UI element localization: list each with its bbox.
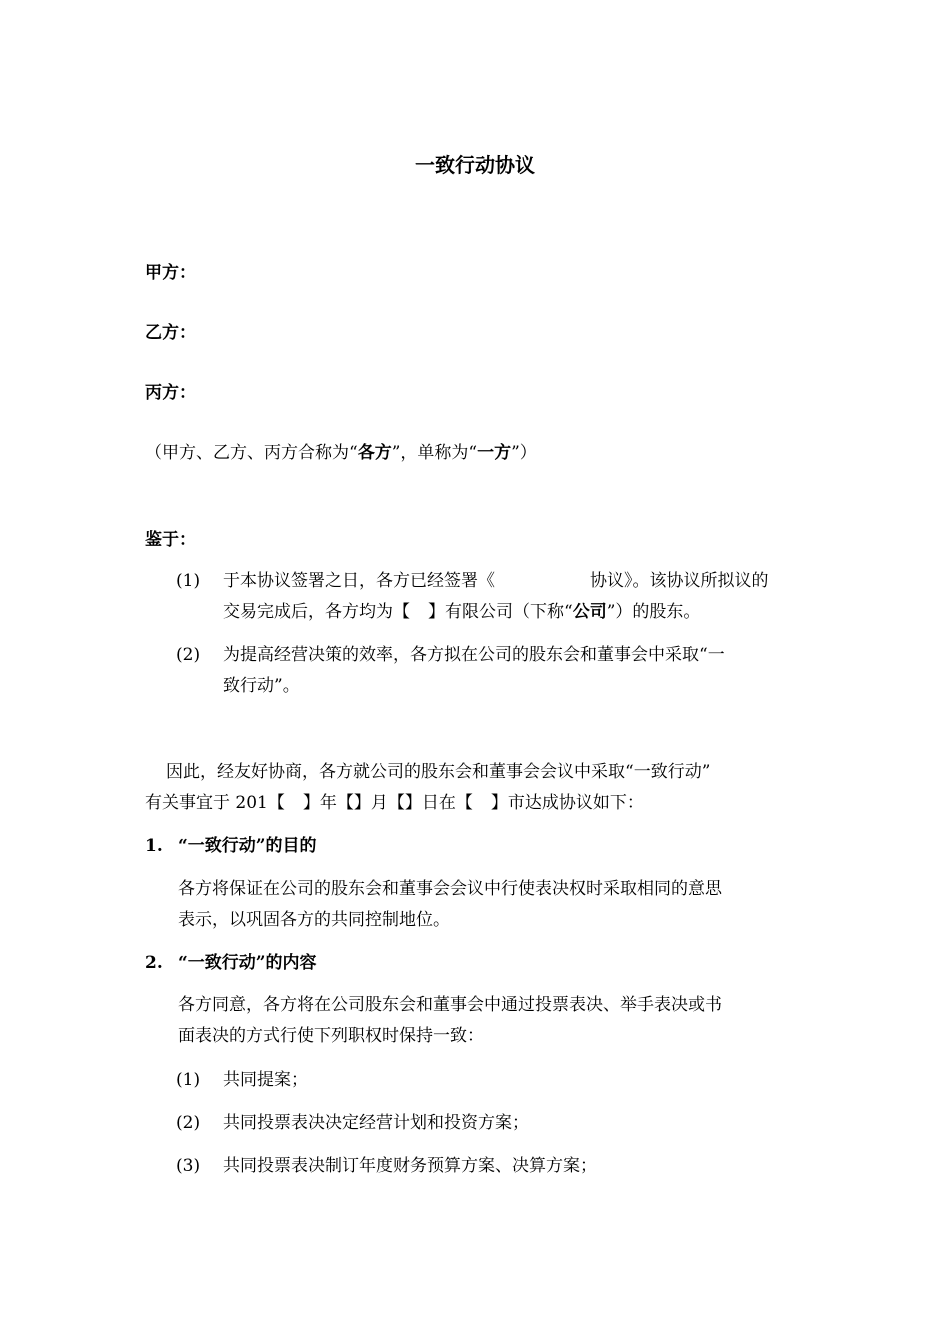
section-paragraph-line: 各方将保证在公司的股东会和董事会会议中行使表决权时采取相同的意思 [178,879,722,899]
whereas-item-line: 致行动”。 [223,676,300,696]
party-a-label: 甲方： [145,263,196,283]
section-paragraph-line: 面表决的方式行使下列职权时保持一致： [178,1026,484,1046]
whereas-heading: 鉴于： [145,530,196,550]
whereas-item-line [223,604,700,621]
line-fragment: 】年【】月【】日在【 [302,793,473,813]
collective-suffix: ”） [511,443,537,463]
line-fragment: 】市达成协议如下： [490,793,644,813]
section-title: “一致行动”的内容 [178,953,317,973]
document-title: 一致行动协议 [415,153,535,177]
line-fragment: 交易完成后，各方均为【 [223,602,410,622]
list-item-text: 共同提案； [223,1070,308,1090]
list-item-text: 共同投票表决决定经营计划和投资方案； [223,1113,529,1133]
line-fragment: 有关事宜于 201【 [145,793,285,813]
whereas-item-line: 于本协议签署之日，各方已经签署《 [223,571,495,591]
section-paragraph-line: 表示，以巩固各方的共同控制地位。 [178,910,450,930]
line-fragment: ”）的股东。 [606,602,701,622]
collective-definition [145,445,537,462]
term-company: 公司 [572,602,607,622]
preamble-line [145,795,644,812]
term-one-party: 一方 [477,443,512,463]
term-all-parties: 各方 [357,443,392,463]
preamble-line: 因此，经友好协商，各方就公司的股东会和董事会会议中采取“一致行动” [166,762,711,782]
section-number: 1. [145,836,163,856]
line-fragment: 】有限公司（下称“ [428,602,573,622]
list-item-number: (3) [176,1156,201,1176]
section-number: 2. [145,953,163,973]
list-item-number: (1) [176,1070,201,1090]
whereas-item-line: 协议》。该协议所拟议的 [590,571,769,591]
collective-middle: ”，单称为“ [391,443,478,463]
list-item-text: 共同投票表决制订年度财务预算方案、决算方案； [223,1156,597,1176]
party-b-label: 乙方： [145,323,196,343]
section-paragraph-line: 各方同意，各方将在公司股东会和董事会中通过投票表决、举手表决或书 [178,995,722,1015]
whereas-item-line: 为提高经营决策的效率，各方拟在公司的股东会和董事会中采取“一 [223,645,725,665]
list-item-number: (2) [176,1113,201,1133]
whereas-item-number: (2) [176,645,201,665]
section-title: “一致行动”的目的 [178,836,317,856]
collective-prefix: （甲方、乙方、丙方合称为“ [145,443,358,463]
whereas-item-number: (1) [176,571,201,591]
party-c-label: 丙方： [145,383,196,403]
